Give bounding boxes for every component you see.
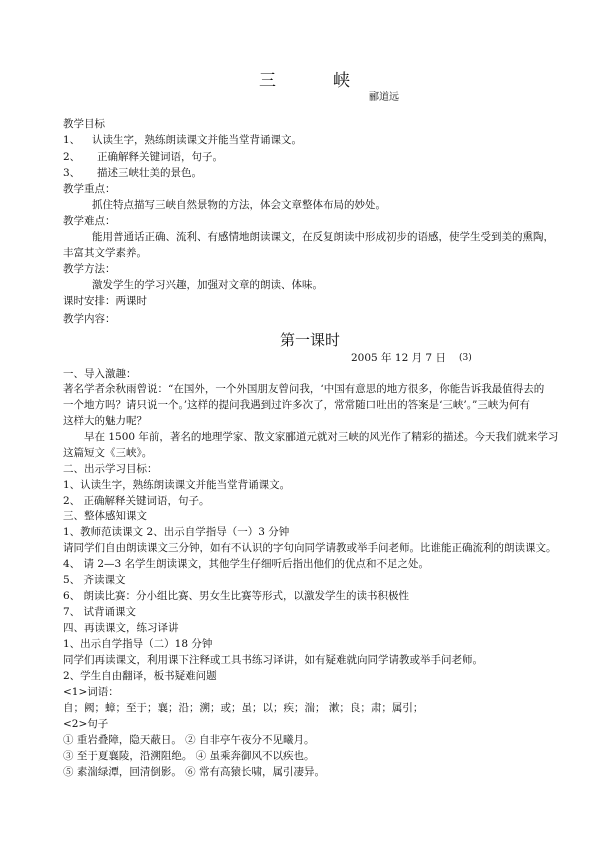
title-char-1: 三 [259, 71, 276, 91]
weekday: (3) [459, 353, 472, 363]
section-4-item-1: 1、出示自学指导（二）18 分钟 [63, 638, 213, 650]
schedule: 课时安排：两课时 [63, 295, 147, 307]
date: 2005 年 12 月 7 日 [351, 352, 446, 364]
goals-heading: 教学目标 [63, 118, 105, 130]
sentences-label: <2>句子 [63, 718, 109, 730]
section-3-heading: 三、整体感知课文 [63, 510, 147, 522]
section-3-item-1: 1、教师范读课文 2、出示自学指导（一）3 分钟 [63, 526, 290, 538]
sentences-row-3: ⑤ 素湍绿潭，回清倒影。 ⑥ 常有高猿长啸，属引凄异。 [63, 766, 326, 778]
section-4-text-1: 同学们再读课文，利用课下注释或工具书练习译讲，如有疑难就向同学请教或举手问老师。 [63, 654, 483, 666]
section-1-p2-line1: 早在 1500 年前，著名的地理学家、散文家郦道元就对三峡的风光作了精彩的描述。今天我们就来学习 [84, 431, 559, 443]
goal-1-num: 1、 [63, 134, 81, 146]
author: 郦道远 [369, 92, 399, 103]
goal-2-num: 2、 [63, 151, 81, 163]
section-2-item-2: 2、 正确解释关键词语，句子。 [63, 495, 210, 507]
words-label: <1>词语： [63, 686, 119, 698]
method-text: 激发学生的学习兴趣，加强对文章的朗读、体味。 [92, 279, 323, 291]
goal-2: 正确解释关键词语，句子。 [97, 151, 223, 163]
section-4-item-2: 2、学生自由翻译，板书疑难问题 [63, 670, 217, 682]
section-1-p1-line1: 著名学者余秋雨曾说：“在国外，一个外国朋友曾问我，‘中国有意思的地方很多，你能告诉我最值得去的 [63, 383, 545, 395]
content-heading: 教学内容： [63, 313, 116, 325]
section-1-heading: 一、导入激趣： [63, 368, 137, 380]
goal-3-num: 3、 [63, 167, 81, 179]
goal-1: 认读生字，熟练朗读课文并能当堂背诵课文。 [92, 134, 302, 146]
difficulty-text-line2: 丰富其文学素养。 [63, 247, 147, 259]
title-char-2: 峡 [333, 71, 350, 91]
section-3-item-4: 4、 请 2—3 名学生朗读课文，其他学生仔细听后指出他们的优点和不足之处。 [63, 558, 430, 570]
section-1-p1-line3: 这样大的魅力呢？ [63, 415, 147, 427]
method-heading: 教学方法： [63, 263, 116, 275]
section-2-item-1: 1、认读生字，熟练朗读课文并能当堂背诵课文。 [63, 479, 291, 491]
difficulty-heading: 教学难点： [63, 215, 116, 227]
lesson-title: 第一课时 [280, 331, 341, 349]
difficulty-text-line1: 能用普通话正确、流利、有感情地朗读课文，在反复朗读中形成初步的语感，使学生受到美的熏陶， [92, 231, 554, 243]
words-list: 自；阙；蟑；至于；襄；沿；溯；或；虽；以；疾；湍； 漱；良；肃；属引； [63, 702, 424, 714]
sentences-row-1: ① 重岩叠障，隐天蔽日。 ② 自非亭午夜分不见曦月。 [63, 734, 315, 746]
sentences-row-2: ③ 至于夏襄陵，沿溯阻绝。 ④ 虽乘奔御风不以疾也。 [63, 750, 315, 762]
section-2-heading: 二、出示学习目标： [63, 463, 158, 475]
section-3-item-6: 6、 朗读比赛：分小组比赛、男女生比赛等形式，以激发学生的读书积极性 [63, 590, 410, 602]
section-3-item-5: 5、 齐读课文 [63, 574, 126, 586]
section-1-p1-line2: 一个地方吗？请只说一个。’这样的提问我遇到过许多次了，常常随口吐出的答案是‘三峡’。”三峡为何有 [63, 399, 530, 411]
section-4-heading: 四、再读课文，练习译讲 [63, 622, 179, 634]
goal-3: 描述三峡壮美的景色。 [97, 167, 202, 179]
key-heading: 教学重点： [63, 183, 116, 195]
section-1-p2-line2: 这篇短文《三峡》。 [63, 447, 153, 459]
section-3-text-1: 请同学们自由朗读课文三分钟，如有不认识的字句向同学请教或举手问老师。比谁能正确流利的朗读课文。 [63, 542, 557, 554]
section-3-item-7: 7、 试背诵课文 [63, 606, 137, 618]
key-text: 抓住特点描写三峡自然景物的方法，体会文章整体布局的妙处。 [92, 199, 386, 211]
